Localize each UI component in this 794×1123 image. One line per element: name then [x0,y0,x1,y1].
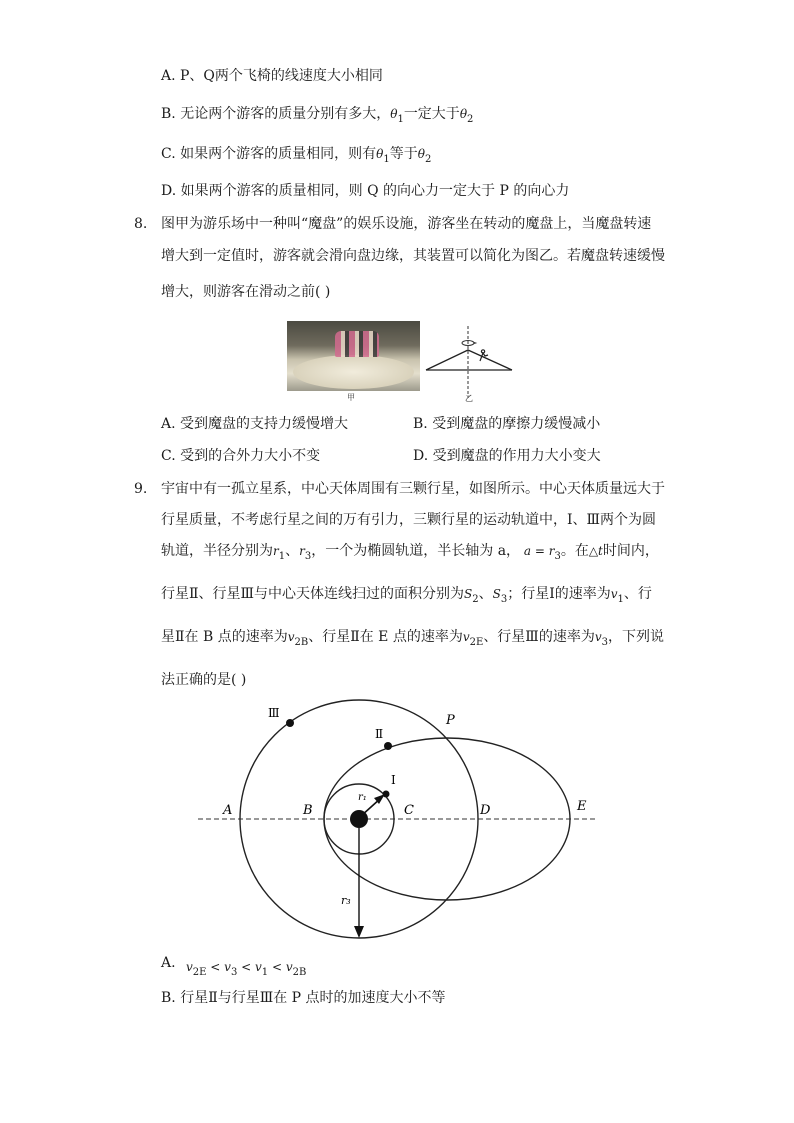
q9-option-b: B. 行星Ⅱ与行星Ⅲ在 P 点时的加速度大小不等 [161,990,446,1006]
label-point-d: D [480,803,491,818]
label-r1: r₁ [358,792,367,803]
q7-option-b: B. 无论两个游客的质量分别有多大，$\theta_1$一定大于$\theta_2$ [161,106,474,125]
magic-disc-diagram [420,324,520,404]
orbit-diagram [190,690,600,945]
label-r3: r₃ [341,894,351,907]
q9-stem-line1: 宇宙中有一孤立星系，中心天体周围有三颗行星，如图所示。中心天体质量远大于 [161,481,665,497]
label-orbit-i: Ⅰ [391,773,396,787]
figure-caption-b: 乙 [465,394,473,403]
q8-stem-line2: 增大到一定值时，游客就会滑向盘边缘，其装置可以简化为图乙。若魔盘转速缓慢 [161,248,665,264]
label-orbit-iii: Ⅲ [268,706,280,720]
q8-stem-line3: 增大，则游客在滑动之前( ) [161,284,331,300]
q9-stem-line3: 轨道，半径分别为$r_1$、$r_3$，一个为椭圆轨道，半长轴为 a， $a = r_3$。在△t时间内， [161,543,659,562]
label-point-e: E [577,799,587,814]
q7-option-c: C. 如果两个游客的质量相同，则有$\theta_1$等于$\theta_2$ [161,146,432,165]
magic-disc-photo [287,321,420,391]
q8-number: 8. [134,216,148,232]
q8-option-b: B. 受到魔盘的摩擦力缓慢减小 [413,416,601,432]
q7-option-a: A. P、Q两个飞椅的线速度大小相同 [161,68,383,84]
q9-stem-line4: 行星Ⅱ、行星Ⅲ与中心天体连线扫过的面积分别为$S_2$、$S_3$；行星Ⅰ的速率为$v_1$、行 [161,586,652,605]
q8-option-d: D. 受到魔盘的作用力大小变大 [413,448,601,464]
q9-stem-line5: 星Ⅱ在 B 点的速率为$v_{2B}$、行星Ⅱ在 E 点的速率为$v_{2E}$、行星Ⅲ的速率为$v_3$，下列说 [161,629,664,648]
q7-option-d: D. 如果两个游客的质量相同，则 Q 的向心力一定大于 P 的向心力 [161,183,570,199]
q9-option-a: A. $v_{2E} < v_3 < v_1 < v_{2B}$ [161,955,307,978]
q9-stem-line6: 法正确的是( ) [161,672,247,688]
q9-number: 9. [134,481,148,497]
q8-stem-line1: 图甲为游乐场中一种叫“魔盘”的娱乐设施，游客坐在转动的魔盘上，当魔盘转速 [161,216,652,232]
label-point-a: A [223,803,233,818]
label-orbit-ii: Ⅱ [375,727,384,741]
label-point-c: C [404,803,414,818]
label-point-b: B [303,803,313,818]
q9-stem-line2: 行星质量，不考虑行星之间的万有引力，三颗行星的运动轨道中，Ⅰ、Ⅲ两个为圆 [161,512,657,528]
q8-option-c: C. 受到的合外力大小不变 [161,448,321,464]
q8-option-a: A. 受到魔盘的支持力缓慢增大 [161,416,349,432]
figure-caption-a: 甲 [347,393,355,402]
label-point-p: P [446,713,455,728]
